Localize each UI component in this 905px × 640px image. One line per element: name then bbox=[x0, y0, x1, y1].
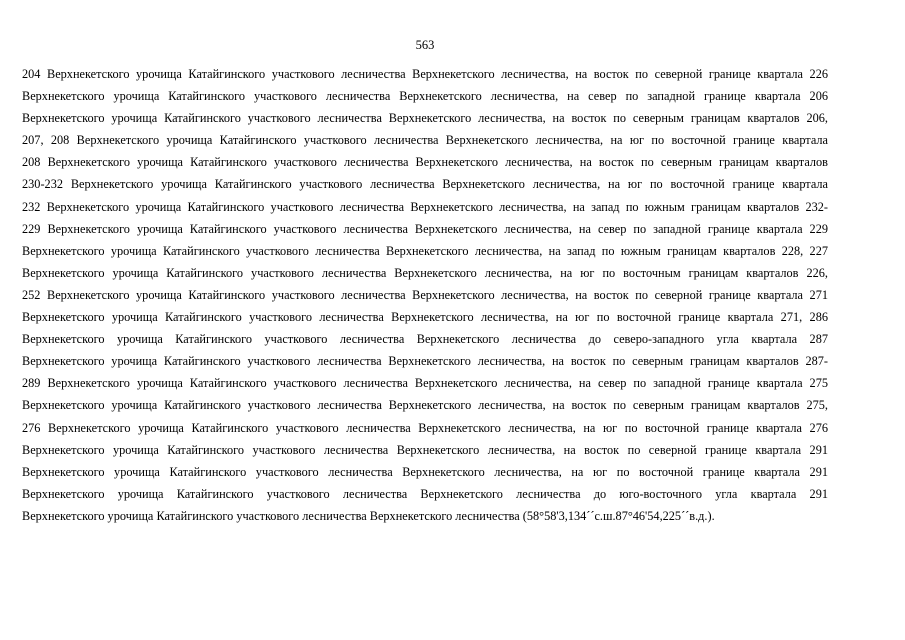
text-line: Верхнекетского урочища Катайгинского участкового лесничества Верхнекетского лесничества до юго-восточного угла квартала 291 bbox=[22, 486, 828, 501]
text-line: 204 Верхнекетского урочища Катайгинского участкового лесничества Верхнекетского лесничества, на восток по северной границе квартала 226 bbox=[22, 67, 828, 81]
text-line: Верхнекетского урочища Катайгинского участкового лесничества Верхнекетского лесничества, на юг по восточной границе квартала 271, 286 bbox=[22, 310, 828, 325]
text-line: Верхнекетского урочища Катайгинского участкового лесничества Верхнекетского лесничества, на восток по северным границам кварталов 206, bbox=[22, 111, 828, 126]
text-line: 229 Верхнекетского урочища Катайгинского участкового лесничества Верхнекетского лесничества, на север по западной границе квартала 229 bbox=[22, 221, 828, 236]
text-line: Верхнекетского урочища Катайгинского участкового лесничества Верхнекетского лесничества до северо-западного угла квартала 287 bbox=[22, 332, 828, 347]
text-line-last: Верхнекетского урочища Катайгинского участкового лесничества Верхнекетского лесничества (58°58'3,134´´с.ш.87°46'54,225´´в.д.). bbox=[22, 508, 715, 523]
text-line: Верхнекетского урочища Катайгинского участкового лесничества Верхнекетского лесничества, на север по западной границе квартала 206 bbox=[22, 89, 828, 104]
text-line: Верхнекетского урочища Катайгинского участкового лесничества Верхнекетского лесничества, на запад по южным границам кварталов 228, 227 bbox=[22, 243, 828, 258]
text-line: 230-232 Верхнекетского урочища Катайгинского участкового лесничества Верхнекетского лесничества, на юг по восточной границе квартала bbox=[22, 177, 828, 192]
text-line: Верхнекетского урочища Катайгинского участкового лесничества Верхнекетского лесничества, на юг по восточным границам кварталов 226, bbox=[22, 265, 828, 280]
text-line: 252 Верхнекетского урочища Катайгинского участкового лесничества Верхнекетского лесничества, на восток по северной границе квартала 271 bbox=[22, 287, 828, 302]
text-line: 232 Верхнекетского урочища Катайгинского участкового лесничества Верхнекетского лесничества, на запад по южным границам кварталов 232- bbox=[22, 199, 828, 214]
text-line: 276 Верхнекетского урочища Катайгинского участкового лесничества Верхнекетского лесничества, на юг по восточной границе квартала 276 bbox=[22, 420, 828, 435]
text-line: Верхнекетского урочища Катайгинского участкового лесничества Верхнекетского лесничества, на восток по северным границам кварталов 287- bbox=[22, 354, 828, 369]
page-number: 563 bbox=[415, 38, 435, 52]
text-line: 207, 208 Верхнекетского урочища Катайгинского участкового лесничества Верхнекетского лесничества, на юг по восточной границе квартала bbox=[22, 133, 828, 148]
text-line: 289 Верхнекетского урочища Катайгинского участкового лесничества Верхнекетского лесничества, на север по западной границе квартала 275 bbox=[22, 376, 828, 391]
document-body bbox=[22, 63, 828, 527]
text-line: Верхнекетского урочища Катайгинского участкового лесничества Верхнекетского лесничества, на восток по северной границе квартала 291 bbox=[22, 442, 828, 457]
text-line: Верхнекетского урочища Катайгинского участкового лесничества Верхнекетского лесничества, на юг по восточной границе квартала 291 bbox=[22, 464, 828, 479]
text-line: 208 Верхнекетского урочища Катайгинского участкового лесничества Верхнекетского лесничества, на восток по северным границам кварталов bbox=[22, 155, 828, 170]
text-line: Верхнекетского урочища Катайгинского участкового лесничества Верхнекетского лесничества, на восток по северным границам кварталов 275, bbox=[22, 398, 828, 413]
